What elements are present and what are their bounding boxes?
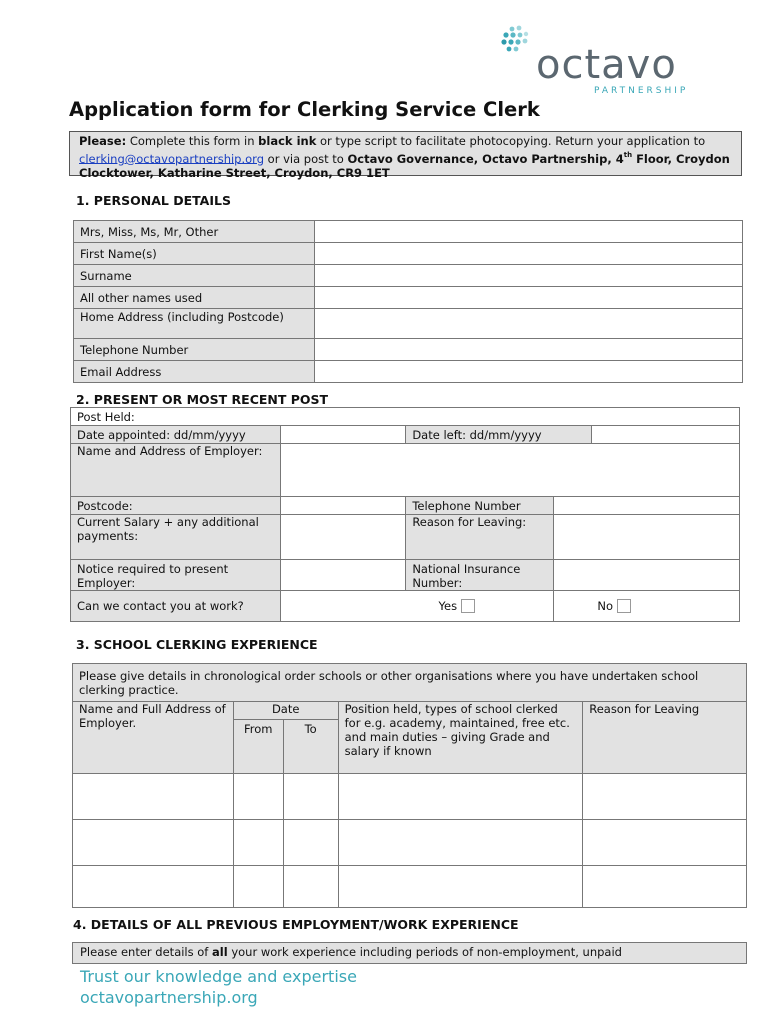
logo-subtitle: PARTNERSHIP: [594, 86, 689, 96]
reason-input[interactable]: [554, 515, 740, 560]
employer-label: Name and Address of Employer:: [71, 444, 281, 497]
recent-post-table: [70, 407, 740, 622]
post-held-field[interactable]: Post Held:: [71, 408, 740, 426]
date-appointed-input[interactable]: [280, 426, 406, 444]
first-name-label: First Name(s): [74, 243, 315, 265]
reason-label: Reason for Leaving:: [406, 515, 554, 560]
home-address-input[interactable]: [314, 309, 742, 339]
surname-input[interactable]: [314, 265, 742, 287]
footer-website[interactable]: octavopartnership.org: [80, 988, 258, 1007]
surname-label: Surname: [74, 265, 315, 287]
intro-box: Please: Complete this form in black ink or type script to facilitate photocopying. Return your application to clerking@octavopartnership.org or via post to Octavo Governance, Octavo Partnership, 4th Floor, Croydon Clocktower, Katharine Street, Croydon, CR9 1ET: [69, 131, 742, 176]
email-label: Email Address: [74, 361, 315, 383]
contact-no: No: [554, 591, 740, 622]
footer-tagline: Trust our knowledge and expertise: [80, 967, 357, 986]
work-telephone-label: Telephone Number: [406, 497, 554, 515]
notice-label: Notice required to present Employer:: [71, 560, 281, 591]
logo-wordmark: octavo: [536, 42, 677, 88]
page-title: Application form for Clerking Service Clerk: [69, 98, 540, 121]
home-address-label: Home Address (including Postcode): [74, 309, 315, 339]
other-names-input[interactable]: [314, 287, 742, 309]
date-appointed-label: Date appointed: dd/mm/yyyy: [71, 426, 281, 444]
telephone-input[interactable]: [314, 339, 742, 361]
col-position-header: Position held, types of school clerked for e.g. academy, maintained, free etc. and main duties – giving Grade and salary if known: [338, 702, 583, 774]
date-left-input[interactable]: [592, 426, 740, 444]
col-employer-header: Name and Full Address of Employer.: [73, 702, 234, 774]
email-input[interactable]: [314, 361, 742, 383]
table-row: [73, 774, 747, 820]
col-date-header: Date: [233, 702, 338, 720]
personal-details-table: [73, 220, 743, 383]
contact-no-checkbox[interactable]: [617, 599, 631, 613]
previous-employment-instruction: Please enter details of all your work experience including periods of non-employment, unpaid: [72, 942, 747, 964]
section-2-heading: 2. PRESENT OR MOST RECENT POST: [76, 392, 329, 407]
postcode-input[interactable]: [280, 497, 406, 515]
table-row: [73, 866, 747, 908]
employer-input[interactable]: [280, 444, 739, 497]
ni-label: National Insurance Number:: [406, 560, 554, 591]
contact-label: Can we contact you at work?: [71, 591, 281, 622]
salary-input[interactable]: [280, 515, 406, 560]
email-link[interactable]: clerking@octavopartnership.org: [79, 151, 264, 166]
col-to-header: To: [283, 720, 338, 774]
postcode-label: Postcode:: [71, 497, 281, 515]
clerking-experience-table: [72, 663, 747, 908]
contact-yes: Yes: [280, 591, 554, 622]
first-name-input[interactable]: [314, 243, 742, 265]
section-3-heading: 3. SCHOOL CLERKING EXPERIENCE: [76, 637, 318, 652]
col-reason-header: Reason for Leaving: [583, 702, 747, 774]
col-from-header: From: [233, 720, 283, 774]
notice-input[interactable]: [280, 560, 406, 591]
title-label: Mrs, Miss, Ms, Mr, Other: [74, 221, 315, 243]
section-4-heading: 4. DETAILS OF ALL PREVIOUS EMPLOYMENT/WORK EXPERIENCE: [73, 917, 519, 932]
octavo-logo-dots: [500, 25, 540, 57]
table-row: [73, 820, 747, 866]
date-left-label: Date left: dd/mm/yyyy: [406, 426, 592, 444]
contact-yes-checkbox[interactable]: [461, 599, 475, 613]
telephone-label: Telephone Number: [74, 339, 315, 361]
salary-label: Current Salary + any additional payments:: [71, 515, 281, 560]
clerking-instruction: Please give details in chronological order schools or other organisations where you have undertaken school clerking practice.: [73, 664, 747, 702]
section-1-heading: 1. PERSONAL DETAILS: [76, 193, 231, 208]
other-names-label: All other names used: [74, 287, 315, 309]
title-input[interactable]: [314, 221, 742, 243]
work-telephone-input[interactable]: [554, 497, 740, 515]
ni-input[interactable]: [554, 560, 740, 591]
